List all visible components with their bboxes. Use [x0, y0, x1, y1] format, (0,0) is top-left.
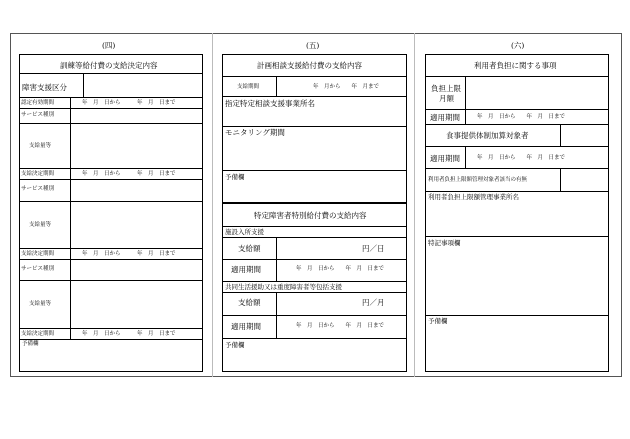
- apply-period-label: 適用期間: [231, 265, 261, 274]
- limit-mgmt-label: 利用者負担上限額管理対象者該当の有無: [428, 177, 528, 183]
- column-divider: [414, 33, 415, 377]
- column-divider: [212, 33, 213, 377]
- amount-label: 支給量等: [29, 301, 52, 307]
- section-5-title: 計画相談支援給付費の支給内容: [257, 61, 362, 70]
- apply-period-label: 適用期間: [430, 154, 460, 163]
- apply-period-dates: 年 月 日から 年 月 日まで: [477, 155, 566, 161]
- remarks-label: 予備欄: [225, 173, 245, 181]
- payment-period-label: 支給期間: [237, 84, 260, 90]
- decision-period-label: 支給決定期間: [21, 331, 55, 337]
- special-benefit-title: 特定障害者特別給付費の支給内容: [254, 211, 367, 220]
- apply-period-dates: 年 月 日から 年 月 日まで: [296, 266, 385, 272]
- apply-period-dates: 年 月 日から 年 月 日まで: [296, 323, 385, 329]
- mgmt-provider-label: 利用者負担上限額管理事業所名: [428, 193, 519, 201]
- service-type-label: サービス種別: [21, 112, 55, 118]
- apply-period-label: 適用期間: [231, 322, 261, 331]
- monitoring-label: モニタリング期間: [225, 128, 285, 137]
- provider-label: 指定特定相談支援事業所名: [225, 99, 315, 108]
- limit-label-line2: 月額: [439, 94, 454, 103]
- group-home-label: 共同生活援助又は重度障害者等包括支援: [225, 283, 342, 291]
- decision-period-label: 支給決定期間: [21, 171, 55, 177]
- decision-period-label: 支給決定期間: [21, 251, 55, 257]
- special-notes-label: 特記事項欄: [428, 239, 461, 247]
- amount-label: 支給量等: [29, 143, 52, 149]
- remarks-label: 予備欄: [22, 341, 39, 347]
- limit-label-line1: 負担上限: [431, 84, 461, 93]
- decision-period-dates: 年 月 日から 年 月 日まで: [82, 171, 176, 177]
- payment-period-months: 年 月から 年 月まで: [313, 84, 380, 90]
- yen-per-month: 円／月: [362, 298, 385, 307]
- section-6-title: 利用者負担に関する事項: [474, 61, 557, 70]
- apply-period-label: 適用期間: [430, 113, 460, 122]
- decision-period-dates: 年 月 日から 年 月 日まで: [82, 331, 176, 337]
- facility-label: 施設入所支援: [225, 228, 264, 236]
- yen-per-day: 円／日: [362, 244, 385, 253]
- remarks-label: 予備欄: [428, 317, 448, 325]
- section-4-heading: (四): [102, 41, 116, 50]
- amount-label: 支給量等: [29, 222, 52, 228]
- support-class-label: 障害支援区分: [22, 83, 67, 92]
- cert-period-dates: 年 月 日から 年 月 日まで: [82, 100, 176, 106]
- meal-label: 食事提供体制加算対象者: [446, 131, 529, 140]
- section-6-heading: (六): [511, 41, 525, 50]
- decision-period-dates: 年 月 日から 年 月 日まで: [82, 251, 176, 257]
- apply-period-dates: 年 月 日から 年 月 日まで: [477, 114, 566, 120]
- section-5-heading: (五): [306, 41, 320, 50]
- pay-amount-label: 支給額: [238, 298, 261, 307]
- service-type-label: サービス種別: [21, 186, 55, 192]
- service-type-label: サービス種別: [21, 266, 55, 272]
- remarks-label: 予備欄: [225, 341, 245, 349]
- cert-period-label: 認定有効期間: [21, 100, 55, 106]
- pay-amount-label: 支給額: [238, 244, 261, 253]
- section-4-title: 訓練等給付費の支給決定内容: [60, 61, 158, 70]
